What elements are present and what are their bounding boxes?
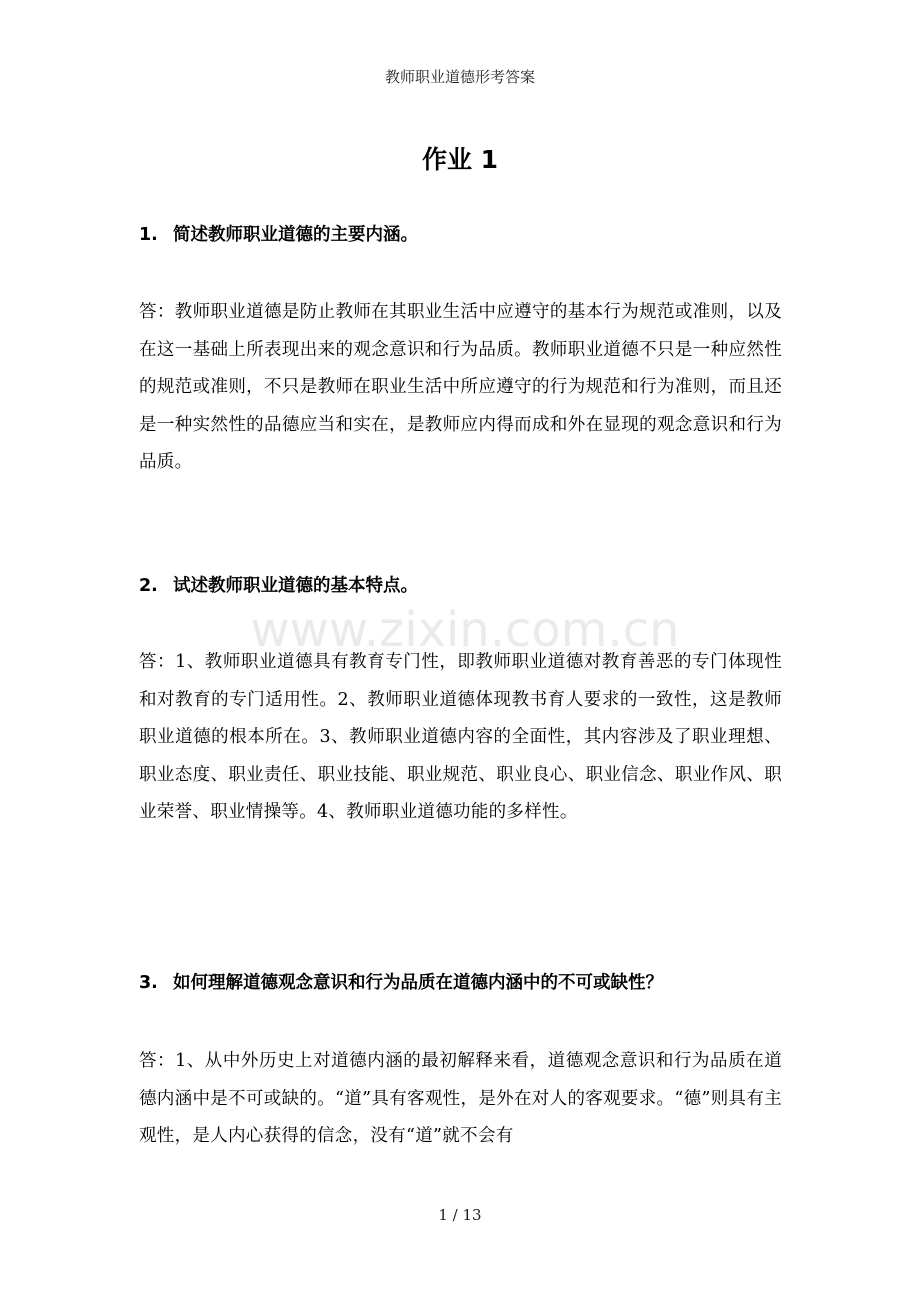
question-text: 简述教师职业道德的主要内涵。 (173, 225, 418, 245)
question-text: 如何理解道德观念意识和行为品质在道德内涵中的不可或缺性？ (173, 973, 663, 993)
answer-3 (139, 1043, 782, 1156)
page-title: 作业 1 (421, 145, 499, 174)
page-header: 教师职业道德形考答案 (384, 68, 535, 86)
answer-2 (139, 644, 782, 832)
question-text: 试述教师职业道德的基本特点。 (173, 576, 418, 596)
question-2 (139, 573, 782, 599)
answer-text: 答：1、教师职业道德具有教育专门性，即教师职业道德对教育善恶的专门体现性和对教育的专门适用性。2、教师职业道德体现教书育人要求的一致性，这是教师职业道德的根本所在。3、教师职业道德内容的全面性，其内容涉及了职业理想、职业态度、职业责任、职业技能、职业规范、职业良心、职业信念、职业作风、职业荣誉、职业情操等。4、教师职业道德功能的多样性。 (139, 652, 782, 822)
question-number: 2. (139, 576, 158, 596)
answer-text: 答：1、从中外历史上对道德内涵的最初解释来看，道德观念意识和行为品质在道德内涵中是不可或缺的。“道”具有客观性，是外在对人的客观要求。“德”则具有主观性，是人内心获得的信念，没有“道”就不会有 (139, 1051, 782, 1146)
watermark: www.zixin.com.cn (250, 602, 680, 658)
question-heading (139, 222, 782, 248)
question-heading (139, 970, 782, 996)
question-heading (139, 573, 782, 599)
page-number: 1 / 13 (438, 1206, 482, 1224)
question-number: 1. (139, 225, 158, 245)
answer-text: 答：教师职业道德是防止教师在其职业生活中应遵守的基本行为规范或准则，以及在这一基础上所表现出来的观念意识和行为品质。教师职业道德不只是一种应然性的规范或准则，不只是教师在职业生活中所应遵守的行为规范和行为准则，而且还是一种实然性的品德应当和实在，是教师应内得而成和外在显现的观念意识和行为品质。 (139, 302, 782, 472)
question-3 (139, 970, 782, 996)
question-1 (139, 222, 782, 248)
answer-1 (139, 294, 782, 482)
question-number: 3. (139, 973, 158, 993)
